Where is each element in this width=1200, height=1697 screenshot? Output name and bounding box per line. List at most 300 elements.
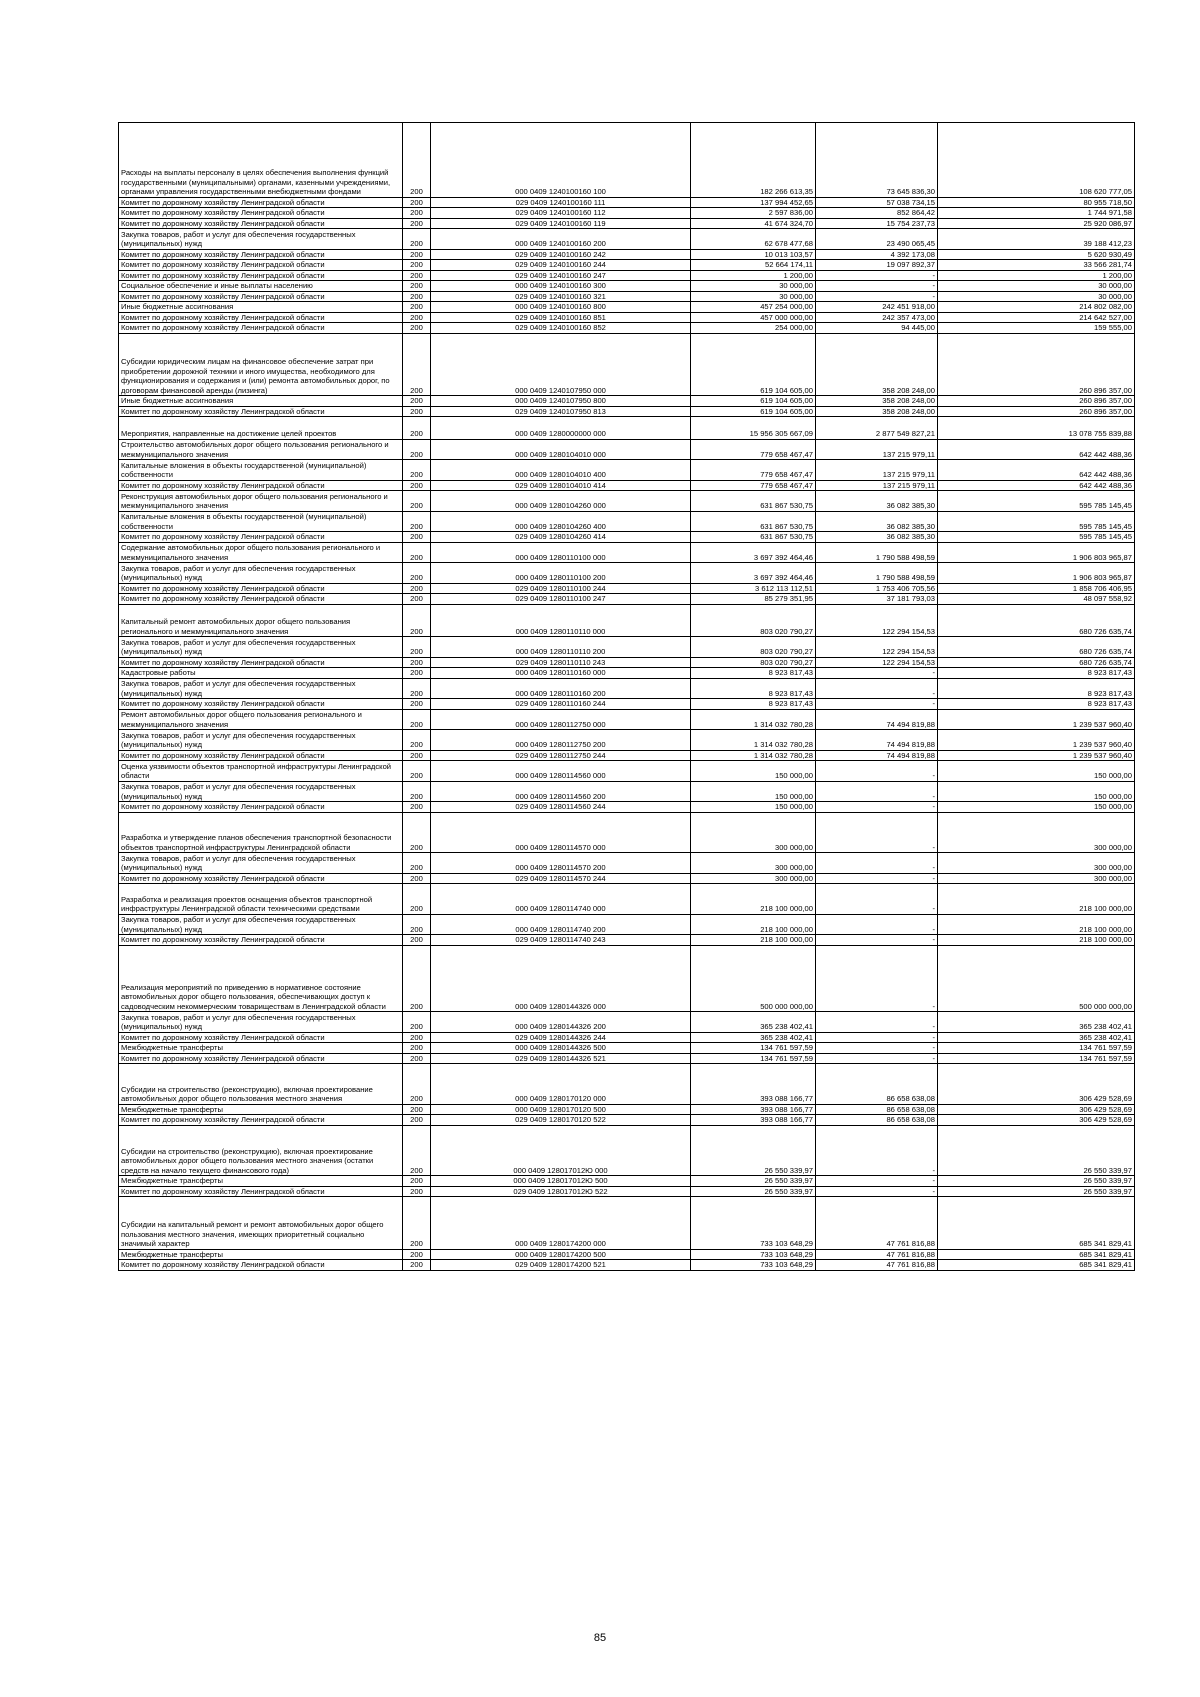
row-name: Субсидии на строительство (реконструкцию), включая проектирование автомобильных дорог общего пользования местного значения xyxy=(119,1064,403,1105)
row-line-code: 200 xyxy=(403,1043,431,1054)
row-approved-amount: 300 000,00 xyxy=(691,853,816,874)
row-approved-amount: 2 597 836,00 xyxy=(691,208,816,219)
row-budget-code: 000 0409 1280114740 200 xyxy=(431,914,691,935)
row-approved-amount: 218 100 000,00 xyxy=(691,884,816,915)
row-remaining-amount: 680 726 635,74 xyxy=(938,604,1135,637)
row-executed-amount: - xyxy=(816,945,938,1012)
row-executed-amount: 358 208 248,00 xyxy=(816,406,938,417)
row-line-code: 200 xyxy=(403,657,431,668)
row-line-code: 200 xyxy=(403,914,431,935)
row-executed-amount: 1 790 588 498,59 xyxy=(816,542,938,563)
row-name: Межбюджетные трансферты xyxy=(119,1249,403,1260)
row-approved-amount: 41 674 324,70 xyxy=(691,218,816,229)
row-line-code: 200 xyxy=(403,1064,431,1105)
row-budget-code: 029 0409 1280110160 244 xyxy=(431,699,691,710)
row-name: Комитет по дорожному хозяйству Ленинградской области xyxy=(119,699,403,710)
row-executed-amount: 86 658 638,08 xyxy=(816,1104,938,1115)
row-line-code: 200 xyxy=(403,563,431,584)
table-row xyxy=(119,333,1135,396)
row-name: Комитет по дорожному хозяйству Ленинградской области xyxy=(119,802,403,813)
row-remaining-amount: 365 238 402,41 xyxy=(938,1032,1135,1043)
row-line-code: 200 xyxy=(403,1104,431,1115)
row-executed-amount: 36 082 385,30 xyxy=(816,532,938,543)
row-executed-amount: 122 294 154,53 xyxy=(816,604,938,637)
row-name: Комитет по дорожному хозяйству Ленинградской области xyxy=(119,1115,403,1126)
row-executed-amount: - xyxy=(816,1176,938,1187)
row-budget-code: 000 0409 128017012Ю 000 xyxy=(431,1125,691,1176)
row-name: Комитет по дорожному хозяйству Ленинградской области xyxy=(119,323,403,334)
row-approved-amount: 619 104 605,00 xyxy=(691,396,816,407)
table-row xyxy=(119,873,1135,884)
row-line-code: 200 xyxy=(403,532,431,543)
row-executed-amount: - xyxy=(816,781,938,802)
table-row xyxy=(119,480,1135,491)
row-name: Комитет по дорожному хозяйству Ленинградской области xyxy=(119,291,403,302)
row-line-code: 200 xyxy=(403,594,431,605)
row-executed-amount: - xyxy=(816,761,938,782)
table-row xyxy=(119,657,1135,668)
row-executed-amount: 137 215 979,11 xyxy=(816,460,938,481)
table-row xyxy=(119,312,1135,323)
row-remaining-amount: 685 341 829,41 xyxy=(938,1249,1135,1260)
row-executed-amount: 94 445,00 xyxy=(816,323,938,334)
row-name: Расходы на выплаты персоналу в целях обеспечения выполнения функций государственными (муниципальными) органами, казенными учреждениями, органами управления государственными внебюджетными фондами xyxy=(119,123,403,198)
row-remaining-amount: 30 000,00 xyxy=(938,281,1135,292)
row-approved-amount: 134 761 597,59 xyxy=(691,1043,816,1054)
row-line-code: 200 xyxy=(403,802,431,813)
row-executed-amount: - xyxy=(816,914,938,935)
row-line-code: 200 xyxy=(403,761,431,782)
table-row xyxy=(119,750,1135,761)
row-remaining-amount: 642 442 488,36 xyxy=(938,480,1135,491)
row-remaining-amount: 1 239 537 960,40 xyxy=(938,750,1135,761)
table-row xyxy=(119,761,1135,782)
row-remaining-amount: 26 550 339,97 xyxy=(938,1176,1135,1187)
table-row xyxy=(119,491,1135,512)
row-executed-amount: 57 038 734,15 xyxy=(816,197,938,208)
row-budget-code: 000 0409 1280104260 000 xyxy=(431,491,691,512)
row-executed-amount: 47 761 816,88 xyxy=(816,1197,938,1250)
table-row xyxy=(119,460,1135,481)
row-executed-amount: 358 208 248,00 xyxy=(816,396,938,407)
row-remaining-amount: 1 906 803 965,87 xyxy=(938,563,1135,584)
row-line-code: 200 xyxy=(403,208,431,219)
row-approved-amount: 218 100 000,00 xyxy=(691,935,816,946)
row-name: Комитет по дорожному хозяйству Ленинградской области xyxy=(119,1032,403,1043)
table-body xyxy=(119,123,1135,1271)
row-line-code: 200 xyxy=(403,417,431,440)
row-budget-code: 000 0409 1280104260 400 xyxy=(431,511,691,532)
row-executed-amount: 358 208 248,00 xyxy=(816,333,938,396)
row-executed-amount: 137 215 979,11 xyxy=(816,439,938,460)
row-approved-amount: 26 550 339,97 xyxy=(691,1176,816,1187)
row-line-code: 200 xyxy=(403,583,431,594)
row-budget-code: 000 0409 1280110110 200 xyxy=(431,637,691,658)
row-line-code: 200 xyxy=(403,1197,431,1250)
row-remaining-amount: 214 802 082,00 xyxy=(938,302,1135,313)
row-approved-amount: 150 000,00 xyxy=(691,761,816,782)
row-approved-amount: 300 000,00 xyxy=(691,812,816,853)
table-row xyxy=(119,1032,1135,1043)
row-budget-code: 000 0409 1280114570 200 xyxy=(431,853,691,874)
row-line-code: 200 xyxy=(403,333,431,396)
table-row xyxy=(119,396,1135,407)
table-row xyxy=(119,730,1135,751)
row-name: Комитет по дорожному хозяйству Ленинградской области xyxy=(119,1053,403,1064)
row-budget-code: 029 0409 1280114740 243 xyxy=(431,935,691,946)
row-line-code: 200 xyxy=(403,291,431,302)
row-line-code: 200 xyxy=(403,1115,431,1126)
row-remaining-amount: 306 429 528,69 xyxy=(938,1064,1135,1105)
table-row xyxy=(119,1186,1135,1197)
row-executed-amount: 74 494 819,88 xyxy=(816,709,938,730)
row-name: Комитет по дорожному хозяйству Ленинградской области xyxy=(119,873,403,884)
row-budget-code: 000 0409 1280144326 000 xyxy=(431,945,691,1012)
row-approved-amount: 30 000,00 xyxy=(691,291,816,302)
row-line-code: 200 xyxy=(403,1012,431,1033)
row-name: Комитет по дорожному хозяйству Ленинградской области xyxy=(119,1186,403,1197)
row-approved-amount: 3 697 392 464,46 xyxy=(691,563,816,584)
row-executed-amount: - xyxy=(816,678,938,699)
row-name: Кадастровые работы xyxy=(119,668,403,679)
row-budget-code: 000 0409 128017012Ю 500 xyxy=(431,1176,691,1187)
table-row xyxy=(119,709,1135,730)
table-row xyxy=(119,270,1135,281)
row-remaining-amount: 214 642 527,00 xyxy=(938,312,1135,323)
row-budget-code: 000 0409 1240100160 300 xyxy=(431,281,691,292)
page-number: 85 xyxy=(593,1632,607,1644)
row-name: Реализация мероприятий по приведению в нормативное состояние автомобильных дорог общего пользования, обеспечивающих доступ к садоводческим некоммерческим товариществам в Ленинградской области xyxy=(119,945,403,1012)
row-name: Капитальные вложения в объекты государственной (муниципальной) собственности xyxy=(119,511,403,532)
row-name: Закупка товаров, работ и услуг для обеспечения государственных (муниципальных) нужд xyxy=(119,914,403,935)
row-remaining-amount: 260 896 357,00 xyxy=(938,333,1135,396)
row-remaining-amount: 33 566 281,74 xyxy=(938,260,1135,271)
table-row xyxy=(119,1176,1135,1187)
row-budget-code: 000 0409 1240100160 800 xyxy=(431,302,691,313)
row-name: Оценка уязвимости объектов транспортной инфраструктуры Ленинградской области xyxy=(119,761,403,782)
row-remaining-amount: 39 188 412,23 xyxy=(938,229,1135,250)
row-remaining-amount: 134 761 597,59 xyxy=(938,1053,1135,1064)
row-approved-amount: 393 088 166,77 xyxy=(691,1115,816,1126)
budget-table xyxy=(118,122,1135,1271)
row-name: Комитет по дорожному хозяйству Ленинградской области xyxy=(119,532,403,543)
table-row xyxy=(119,1064,1135,1105)
row-line-code: 200 xyxy=(403,935,431,946)
row-line-code: 200 xyxy=(403,312,431,323)
row-line-code: 200 xyxy=(403,637,431,658)
row-executed-amount: 137 215 979,11 xyxy=(816,480,938,491)
row-name: Закупка товаров, работ и услуг для обеспечения государственных (муниципальных) нужд xyxy=(119,781,403,802)
row-approved-amount: 393 088 166,77 xyxy=(691,1064,816,1105)
row-approved-amount: 254 000,00 xyxy=(691,323,816,334)
row-remaining-amount: 595 785 145,45 xyxy=(938,532,1135,543)
table-row xyxy=(119,1249,1135,1260)
row-remaining-amount: 218 100 000,00 xyxy=(938,884,1135,915)
table-row xyxy=(119,1043,1135,1054)
row-executed-amount: 122 294 154,53 xyxy=(816,657,938,668)
table-row xyxy=(119,511,1135,532)
row-line-code: 200 xyxy=(403,406,431,417)
row-remaining-amount: 48 097 558,92 xyxy=(938,594,1135,605)
row-budget-code: 029 0409 1240100160 247 xyxy=(431,270,691,281)
row-budget-code: 000 0409 1280174200 000 xyxy=(431,1197,691,1250)
row-approved-amount: 26 550 339,97 xyxy=(691,1186,816,1197)
row-name: Комитет по дорожному хозяйству Ленинградской области xyxy=(119,312,403,323)
row-budget-code: 000 0409 1280104010 000 xyxy=(431,439,691,460)
row-name: Реконструкция автомобильных дорог общего пользования регионального и межмуниципального значения xyxy=(119,491,403,512)
row-remaining-amount: 108 620 777,05 xyxy=(938,123,1135,198)
row-budget-code: 029 0409 128017012Ю 522 xyxy=(431,1186,691,1197)
row-name: Комитет по дорожному хозяйству Ленинградской области xyxy=(119,197,403,208)
row-remaining-amount: 595 785 145,45 xyxy=(938,511,1135,532)
row-remaining-amount: 1 239 537 960,40 xyxy=(938,709,1135,730)
row-budget-code: 029 0409 1240100160 244 xyxy=(431,260,691,271)
row-name: Разработка и реализация проектов оснащения объектов транспортной инфраструктуры Ленинградской области техническими средствами xyxy=(119,884,403,915)
row-approved-amount: 26 550 339,97 xyxy=(691,1125,816,1176)
row-approved-amount: 779 658 467,47 xyxy=(691,480,816,491)
row-name: Субсидии на строительство (реконструкцию), включая проектирование автомобильных дорог общего пользования местного значения (остатки средств на начало текущего финансового года) xyxy=(119,1125,403,1176)
row-line-code: 200 xyxy=(403,480,431,491)
table-row xyxy=(119,1012,1135,1033)
row-name: Мероприятия, направленные на достижение целей проектов xyxy=(119,417,403,440)
row-budget-code: 029 0409 1240100160 119 xyxy=(431,218,691,229)
row-executed-amount: - xyxy=(816,1125,938,1176)
row-executed-amount: - xyxy=(816,270,938,281)
row-budget-code: 029 0409 1240100160 112 xyxy=(431,208,691,219)
row-approved-amount: 803 020 790,27 xyxy=(691,637,816,658)
table-row xyxy=(119,439,1135,460)
row-remaining-amount: 30 000,00 xyxy=(938,291,1135,302)
row-budget-code: 000 0409 1280112750 000 xyxy=(431,709,691,730)
table-row xyxy=(119,914,1135,935)
table-row xyxy=(119,417,1135,440)
row-executed-amount: - xyxy=(816,853,938,874)
table-row xyxy=(119,1053,1135,1064)
row-budget-code: 029 0409 1240100160 321 xyxy=(431,291,691,302)
table-row xyxy=(119,945,1135,1012)
row-name: Иные бюджетные ассигнования xyxy=(119,396,403,407)
row-remaining-amount: 26 550 339,97 xyxy=(938,1125,1135,1176)
row-budget-code: 029 0409 1280174200 521 xyxy=(431,1260,691,1271)
row-approved-amount: 150 000,00 xyxy=(691,781,816,802)
row-executed-amount: 19 097 892,37 xyxy=(816,260,938,271)
row-approved-amount: 457 000 000,00 xyxy=(691,312,816,323)
row-name: Комитет по дорожному хозяйству Ленинградской области xyxy=(119,594,403,605)
row-budget-code: 029 0409 1280114560 244 xyxy=(431,802,691,813)
row-remaining-amount: 300 000,00 xyxy=(938,853,1135,874)
row-line-code: 200 xyxy=(403,1053,431,1064)
row-line-code: 200 xyxy=(403,873,431,884)
row-line-code: 200 xyxy=(403,281,431,292)
row-name: Закупка товаров, работ и услуг для обеспечения государственных (муниципальных) нужд xyxy=(119,637,403,658)
row-approved-amount: 779 658 467,47 xyxy=(691,439,816,460)
row-approved-amount: 1 314 032 780,28 xyxy=(691,709,816,730)
row-budget-code: 029 0409 1280170120 522 xyxy=(431,1115,691,1126)
row-approved-amount: 1 200,00 xyxy=(691,270,816,281)
row-remaining-amount: 260 896 357,00 xyxy=(938,396,1135,407)
table-row xyxy=(119,1104,1135,1115)
table-row xyxy=(119,935,1135,946)
row-executed-amount: 47 761 816,88 xyxy=(816,1260,938,1271)
row-remaining-amount: 1 239 537 960,40 xyxy=(938,730,1135,751)
table-row xyxy=(119,668,1135,679)
row-executed-amount: 242 451 918,00 xyxy=(816,302,938,313)
row-budget-code: 000 0409 1240107950 800 xyxy=(431,396,691,407)
row-budget-code: 029 0409 1240100160 242 xyxy=(431,249,691,260)
row-budget-code: 000 0409 1280110160 000 xyxy=(431,668,691,679)
row-name: Социальное обеспечение и иные выплаты населению xyxy=(119,281,403,292)
row-budget-code: 000 0409 1280000000 000 xyxy=(431,417,691,440)
row-executed-amount: - xyxy=(816,1053,938,1064)
row-line-code: 200 xyxy=(403,1125,431,1176)
row-remaining-amount: 26 550 339,97 xyxy=(938,1186,1135,1197)
table-row xyxy=(119,1125,1135,1176)
row-line-code: 200 xyxy=(403,249,431,260)
row-remaining-amount: 685 341 829,41 xyxy=(938,1260,1135,1271)
row-executed-amount: - xyxy=(816,812,938,853)
row-executed-amount: 23 490 065,45 xyxy=(816,229,938,250)
table-row xyxy=(119,302,1135,313)
row-approved-amount: 218 100 000,00 xyxy=(691,914,816,935)
row-line-code: 200 xyxy=(403,542,431,563)
row-executed-amount: 2 877 549 827,21 xyxy=(816,417,938,440)
row-remaining-amount: 1 744 971,58 xyxy=(938,208,1135,219)
row-name: Комитет по дорожному хозяйству Ленинградской области xyxy=(119,935,403,946)
table-row xyxy=(119,1197,1135,1250)
row-line-code: 200 xyxy=(403,699,431,710)
row-executed-amount: - xyxy=(816,935,938,946)
row-name: Строительство автомобильных дорог общего пользования регионального и межмуниципального значения xyxy=(119,439,403,460)
row-line-code: 200 xyxy=(403,678,431,699)
row-budget-code: 029 0409 1280112750 244 xyxy=(431,750,691,761)
row-approved-amount: 779 658 467,47 xyxy=(691,460,816,481)
row-executed-amount: 242 357 473,00 xyxy=(816,312,938,323)
row-budget-code: 000 0409 1280110100 000 xyxy=(431,542,691,563)
row-line-code: 200 xyxy=(403,229,431,250)
row-approved-amount: 733 103 648,29 xyxy=(691,1260,816,1271)
row-line-code: 200 xyxy=(403,1260,431,1271)
row-remaining-amount: 5 620 930,49 xyxy=(938,249,1135,260)
row-name: Комитет по дорожному хозяйству Ленинградской области xyxy=(119,657,403,668)
row-name: Ремонт автомобильных дорог общего пользования регионального и межмуниципального значения xyxy=(119,709,403,730)
row-approved-amount: 365 238 402,41 xyxy=(691,1012,816,1033)
row-approved-amount: 134 761 597,59 xyxy=(691,1053,816,1064)
row-remaining-amount: 306 429 528,69 xyxy=(938,1104,1135,1115)
table-row xyxy=(119,249,1135,260)
table-row xyxy=(119,563,1135,584)
table-row xyxy=(119,604,1135,637)
row-budget-code: 000 0409 1240107950 000 xyxy=(431,333,691,396)
row-name: Комитет по дорожному хозяйству Ленинградской области xyxy=(119,249,403,260)
row-executed-amount: 86 658 638,08 xyxy=(816,1064,938,1105)
row-remaining-amount: 365 238 402,41 xyxy=(938,1012,1135,1033)
row-line-code: 200 xyxy=(403,709,431,730)
row-executed-amount: 74 494 819,88 xyxy=(816,750,938,761)
table-row xyxy=(119,699,1135,710)
table-row xyxy=(119,532,1135,543)
row-remaining-amount: 159 555,00 xyxy=(938,323,1135,334)
row-approved-amount: 619 104 605,00 xyxy=(691,333,816,396)
row-remaining-amount: 150 000,00 xyxy=(938,781,1135,802)
row-line-code: 200 xyxy=(403,323,431,334)
row-name: Капитальный ремонт автомобильных дорог общего пользования регионального и межмуниципального значения xyxy=(119,604,403,637)
row-name: Комитет по дорожному хозяйству Ленинградской области xyxy=(119,406,403,417)
row-approved-amount: 300 000,00 xyxy=(691,873,816,884)
row-line-code: 200 xyxy=(403,460,431,481)
row-name: Комитет по дорожному хозяйству Ленинградской области xyxy=(119,270,403,281)
row-approved-amount: 803 020 790,27 xyxy=(691,657,816,668)
row-approved-amount: 631 867 530,75 xyxy=(691,491,816,512)
row-executed-amount: 86 658 638,08 xyxy=(816,1115,938,1126)
row-approved-amount: 8 923 817,43 xyxy=(691,699,816,710)
row-approved-amount: 733 103 648,29 xyxy=(691,1249,816,1260)
row-approved-amount: 30 000,00 xyxy=(691,281,816,292)
row-line-code: 200 xyxy=(403,439,431,460)
row-budget-code: 000 0409 1280110110 000 xyxy=(431,604,691,637)
row-executed-amount: 36 082 385,30 xyxy=(816,491,938,512)
row-approved-amount: 8 923 817,43 xyxy=(691,678,816,699)
row-remaining-amount: 306 429 528,69 xyxy=(938,1115,1135,1126)
table-row xyxy=(119,208,1135,219)
row-approved-amount: 1 314 032 780,28 xyxy=(691,730,816,751)
row-budget-code: 000 0409 1280110160 200 xyxy=(431,678,691,699)
row-budget-code: 000 0409 1280174200 500 xyxy=(431,1249,691,1260)
row-executed-amount: - xyxy=(816,1186,938,1197)
row-remaining-amount: 150 000,00 xyxy=(938,802,1135,813)
row-approved-amount: 393 088 166,77 xyxy=(691,1104,816,1115)
table-row xyxy=(119,229,1135,250)
row-approved-amount: 803 020 790,27 xyxy=(691,604,816,637)
row-name: Межбюджетные трансферты xyxy=(119,1176,403,1187)
table-row xyxy=(119,291,1135,302)
row-approved-amount: 631 867 530,75 xyxy=(691,532,816,543)
row-name: Межбюджетные трансферты xyxy=(119,1104,403,1115)
row-line-code: 200 xyxy=(403,884,431,915)
row-remaining-amount: 80 955 718,50 xyxy=(938,197,1135,208)
table-row xyxy=(119,802,1135,813)
table-row xyxy=(119,1115,1135,1126)
row-budget-code: 000 0409 1280114560 200 xyxy=(431,781,691,802)
table-row xyxy=(119,884,1135,915)
row-name: Субсидии юридическим лицам на финансовое обеспечение затрат при приобретении дорожной техники и иного имущества, необходимого для функционирования и содержания и (или) ремонта автомобильных дорог, по договорам финансовой аренды (лизинга) xyxy=(119,333,403,396)
row-executed-amount: 1 790 588 498,59 xyxy=(816,563,938,584)
row-budget-code: 029 0409 1280114570 244 xyxy=(431,873,691,884)
row-budget-code: 029 0409 1240100160 852 xyxy=(431,323,691,334)
row-executed-amount: - xyxy=(816,668,938,679)
table-row xyxy=(119,281,1135,292)
row-budget-code: 029 0409 1240100160 111 xyxy=(431,197,691,208)
row-executed-amount: 852 864,42 xyxy=(816,208,938,219)
row-approved-amount: 1 314 032 780,28 xyxy=(691,750,816,761)
row-approved-amount: 10 013 103,57 xyxy=(691,249,816,260)
row-budget-code: 000 0409 1280112750 200 xyxy=(431,730,691,751)
row-name: Комитет по дорожному хозяйству Ленинградской области xyxy=(119,480,403,491)
row-approved-amount: 619 104 605,00 xyxy=(691,406,816,417)
row-approved-amount: 733 103 648,29 xyxy=(691,1197,816,1250)
row-budget-code: 029 0409 1240107950 813 xyxy=(431,406,691,417)
row-line-code: 200 xyxy=(403,750,431,761)
row-remaining-amount: 150 000,00 xyxy=(938,761,1135,782)
report-sheet xyxy=(118,122,1134,1271)
row-budget-code: 029 0409 1280104010 414 xyxy=(431,480,691,491)
row-name: Закупка товаров, работ и услуг для обеспечения государственных (муниципальных) нужд xyxy=(119,1012,403,1033)
row-remaining-amount: 685 341 829,41 xyxy=(938,1197,1135,1250)
row-budget-code: 029 0409 1280144326 244 xyxy=(431,1032,691,1043)
row-executed-amount: 15 754 237,73 xyxy=(816,218,938,229)
row-name: Комитет по дорожному хозяйству Ленинградской области xyxy=(119,583,403,594)
row-name: Комитет по дорожному хозяйству Ленинградской области xyxy=(119,208,403,219)
row-remaining-amount: 642 442 488,36 xyxy=(938,460,1135,481)
